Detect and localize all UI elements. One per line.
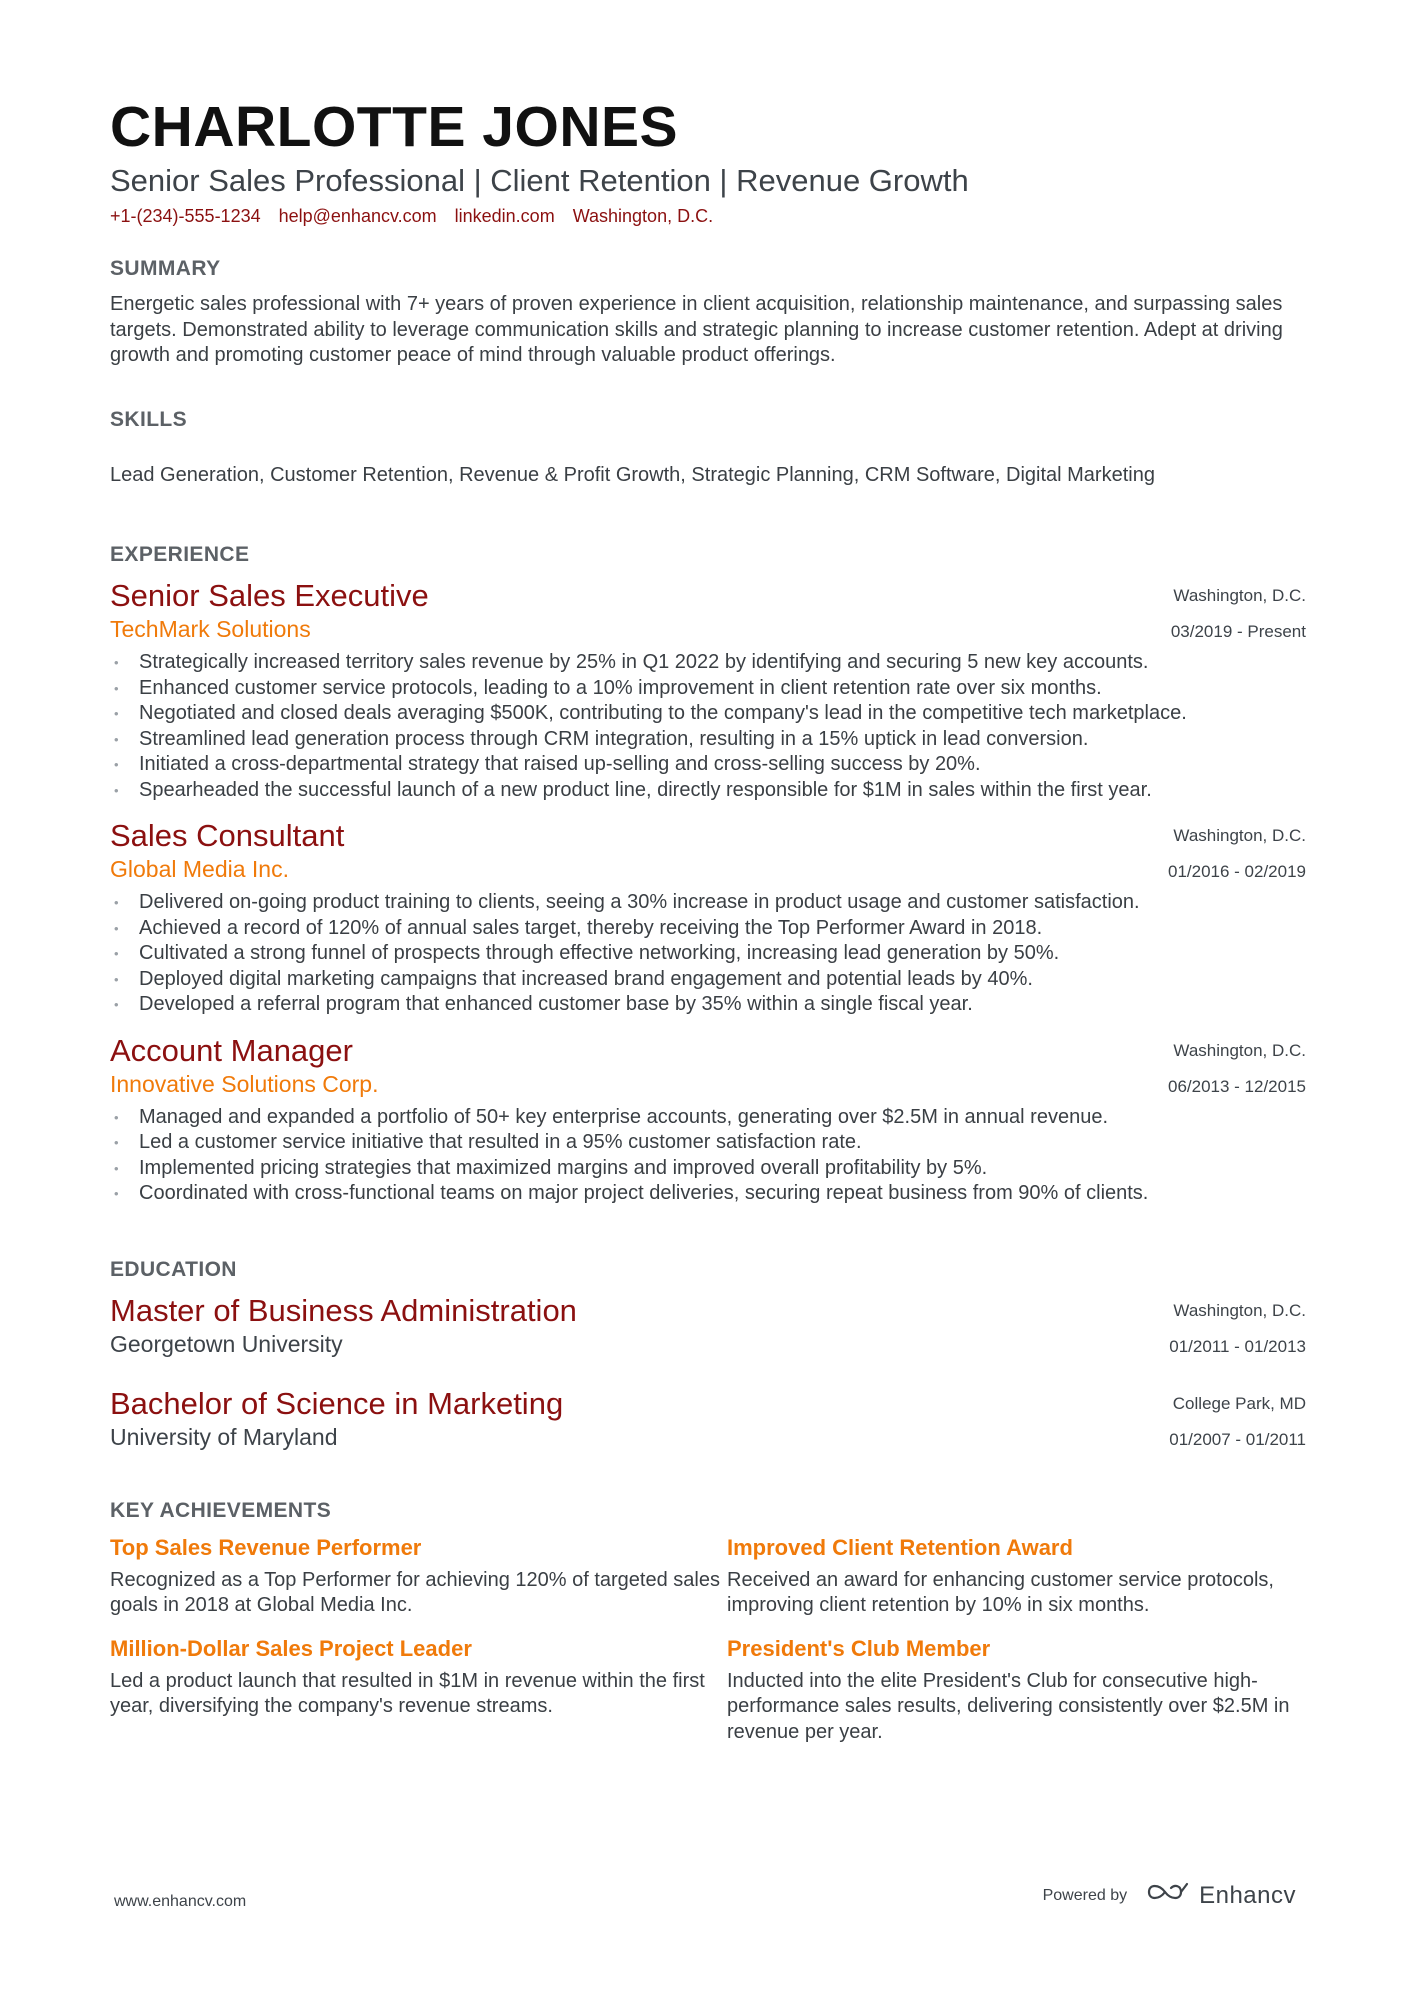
bullet-item: • Developed a referral program that enhanced customer base by 35% within a single fiscal year. xyxy=(110,992,1306,1018)
achievement-title: Top Sales Revenue Performer xyxy=(110,1534,422,1560)
candidate-name: CHARLOTTE JONES xyxy=(110,95,679,159)
bullet-item: • Led a customer service initiative that resulted in a 95% customer satisfaction rate. xyxy=(110,1130,1306,1156)
degree-title: Master of Business Administration xyxy=(110,1292,577,1328)
achievement-item xyxy=(110,1635,727,1746)
education-meta xyxy=(1169,1293,1306,1365)
job-meta xyxy=(1168,818,1306,890)
bullet-item: • Implemented pricing strategies that maximized margins and improved overall profitability by 5%. xyxy=(110,1156,1306,1182)
company-name: Global Media Inc. xyxy=(110,856,289,882)
achievements-section xyxy=(110,1498,1306,1746)
school-name: Georgetown University xyxy=(110,1330,343,1357)
job-meta xyxy=(1171,578,1306,650)
education-dates: 01/2007 - 01/2011 xyxy=(1169,1429,1306,1449)
contact-phone[interactable]: +1-(234)-555-1234 xyxy=(110,206,261,226)
job-dates: 03/2019 - Present xyxy=(1170,622,1306,641)
job-title: Sales Consultant xyxy=(110,818,345,853)
bullet-item: • Enhanced customer service protocols, leading to a 10% improvement in client retention rate over six months. xyxy=(110,676,1306,702)
education-meta xyxy=(1169,1386,1306,1458)
brand-name: Enhancv xyxy=(1199,1881,1296,1909)
contact-email[interactable]: help@enhancv.com xyxy=(278,206,437,226)
resume-header xyxy=(110,94,1306,228)
job-bullets xyxy=(110,650,1306,803)
company-name: TechMark Solutions xyxy=(110,616,311,642)
achievement-item xyxy=(727,1534,1306,1619)
section-title-summary: SUMMARY xyxy=(110,257,221,280)
footer-branding xyxy=(1043,1880,1296,1911)
achievement-description: Received an award for enhancing customer service protocols, improving client retention by 10% in six months. xyxy=(727,1568,1274,1616)
job-title: Senior Sales Executive xyxy=(110,578,429,613)
achievement-description: Recognized as a Top Performer for achieving 120% of targeted sales goals in 2018 at Global Media Inc. xyxy=(110,1568,720,1616)
summary-text: Energetic sales professional with 7+ years of proven experience in client acquisition, relationship maintenance, and surpassing sales targets. Demonstrated ability to leverage communication skills and strategic planning to increase customer retention. Adept at driving growth and promoting customer peace of mind through valuable product offerings. xyxy=(110,293,1283,366)
job-bullets xyxy=(110,1105,1306,1207)
summary-section xyxy=(110,256,1306,369)
bullet-item: • Managed and expanded a portfolio of 50+ key enterprise accounts, generating over $2.5M in annual revenue. xyxy=(110,1105,1306,1131)
resume-page xyxy=(110,94,1306,1745)
education-location: College Park, MD xyxy=(1172,1393,1306,1413)
achievement-item xyxy=(110,1534,727,1619)
enhancv-logo-icon xyxy=(1145,1880,1191,1911)
contact-linkedin[interactable]: linkedin.com xyxy=(454,206,555,226)
contact-row xyxy=(110,204,1306,228)
achievement-description: Inducted into the elite President's Club for consecutive high-performance sales results, delivering consistently over $2.5M in revenue per year. xyxy=(727,1669,1290,1743)
section-title-skills: SKILLS xyxy=(110,407,188,431)
experience-entry xyxy=(110,578,1306,803)
candidate-headline: Senior Sales Professional | Client Retention | Revenue Growth xyxy=(110,163,969,198)
section-title-achievements: KEY ACHIEVEMENTS xyxy=(110,1498,332,1522)
job-meta xyxy=(1168,1033,1306,1105)
job-location: Washington, D.C. xyxy=(1173,826,1306,845)
experience-entry xyxy=(110,818,1306,1018)
section-title-education: EDUCATION xyxy=(110,1257,237,1281)
experience-section xyxy=(110,542,1306,1207)
section-title-experience: EXPERIENCE xyxy=(110,543,250,566)
bullet-item: • Coordinated with cross-functional teams on major project deliveries, securing repeat business from 90% of clients. xyxy=(110,1181,1306,1207)
job-dates: 01/2016 - 02/2019 xyxy=(1167,862,1306,881)
company-name: Innovative Solutions Corp. xyxy=(110,1070,379,1097)
achievement-title: Million-Dollar Sales Project Leader xyxy=(110,1635,472,1661)
bullet-item: • Cultivated a strong funnel of prospects through effective networking, increasing lead generation by 50%. xyxy=(110,941,1306,967)
achievement-description: Led a product launch that resulted in $1M in revenue within the first year, diversifying the company's revenue streams. xyxy=(110,1669,705,1717)
job-dates: 06/2013 - 12/2015 xyxy=(1167,1076,1306,1096)
achievement-title: Improved Client Retention Award xyxy=(727,1534,1073,1560)
bullet-item: • Strategically increased territory sales revenue by 25% in Q1 2022 by identifying and securing 5 new key accounts. xyxy=(110,650,1306,676)
education-entry xyxy=(110,1386,1306,1452)
achievements-grid xyxy=(110,1534,1306,1746)
job-location: Washington, D.C. xyxy=(1173,586,1306,605)
powered-by-label: Powered by xyxy=(1042,1886,1128,1904)
brand-logo[interactable] xyxy=(1145,1880,1296,1911)
bullet-item: • Initiated a cross-departmental strategy that raised up-selling and cross-selling success by 20%. xyxy=(110,752,1306,778)
achievement-title: President's Club Member xyxy=(727,1635,991,1661)
bullet-item: • Achieved a record of 120% of annual sales target, thereby receiving the Top Performer Award in 2018. xyxy=(110,916,1306,942)
degree-title: Bachelor of Science in Marketing xyxy=(110,1385,564,1421)
bullet-item: • Spearheaded the successful launch of a new product line, directly responsible for $1M in sales within the first year. xyxy=(110,778,1306,804)
skills-text: Lead Generation, Customer Retention, Revenue & Profit Growth, Strategic Planning, CRM Software, Digital Marketing xyxy=(110,463,1155,486)
education-entry xyxy=(110,1293,1306,1359)
bullet-item: • Negotiated and closed deals averaging $500K, contributing to the company's lead in the competitive tech marketplace. xyxy=(110,701,1306,727)
achievement-item xyxy=(727,1635,1306,1746)
job-location: Washington, D.C. xyxy=(1173,1040,1306,1060)
footer-website[interactable]: www.enhancv.com xyxy=(114,1893,247,1910)
education-dates: 01/2011 - 01/2013 xyxy=(1169,1336,1306,1356)
school-name: University of Maryland xyxy=(110,1423,338,1450)
education-section xyxy=(110,1257,1306,1452)
contact-location: Washington, D.C. xyxy=(572,206,714,226)
job-bullets xyxy=(110,890,1306,1018)
skills-section xyxy=(110,407,1306,489)
bullet-item: • Delivered on-going product training to clients, seeing a 30% increase in product usage and customer satisfaction. xyxy=(110,890,1306,916)
bullet-item: • Deployed digital marketing campaigns that increased brand engagement and potential leads by 40%. xyxy=(110,967,1306,993)
job-title: Account Manager xyxy=(110,1032,353,1068)
bullet-item: • Streamlined lead generation process through CRM integration, resulting in a 15% uptick in lead conversion. xyxy=(110,727,1306,753)
education-location: Washington, D.C. xyxy=(1173,1300,1306,1320)
experience-entry xyxy=(110,1033,1306,1207)
